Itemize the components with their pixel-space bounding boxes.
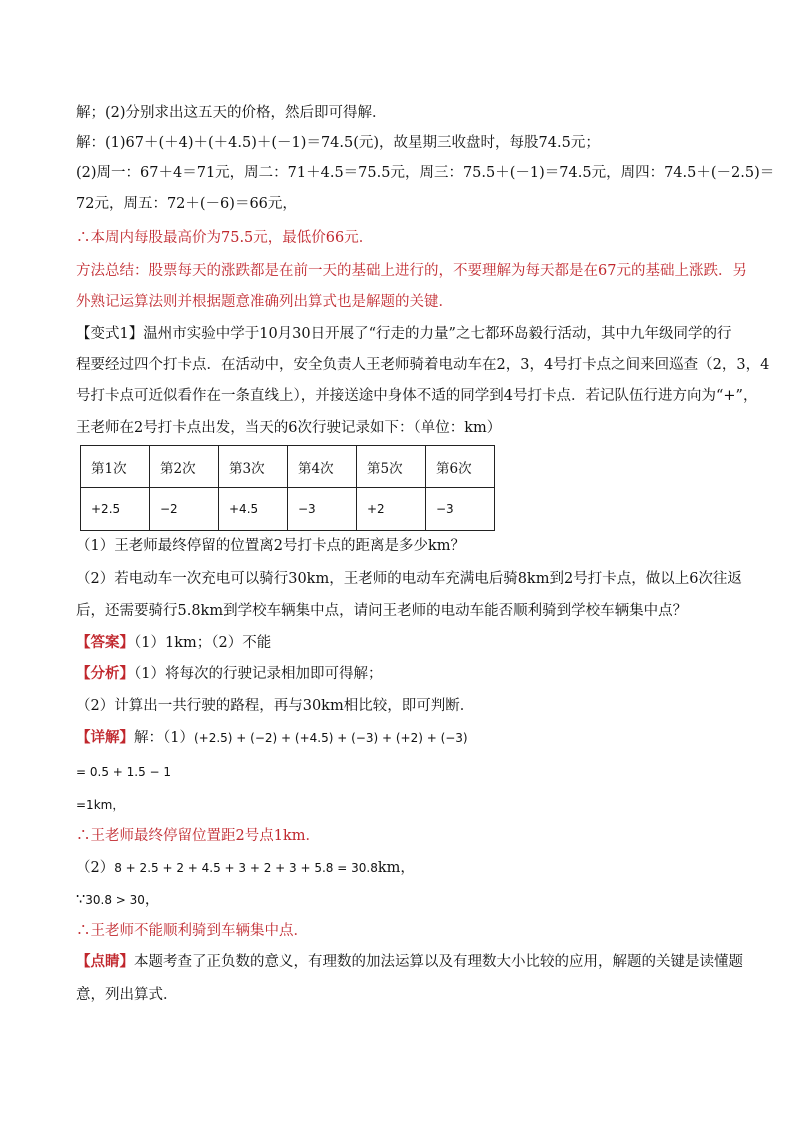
comment-tag: 【点睛】 bbox=[76, 953, 134, 970]
variant-line-2: 程要经过四个打卡点．在活动中，安全负责人王老师骑着电动车在2，3，4号打卡点之间来回巡查（2，3，4 bbox=[76, 357, 770, 373]
solution-conclusion: ∴本周内每股最高价为75.5元，最低价66元． bbox=[76, 230, 374, 246]
variant-line-1 bbox=[76, 324, 732, 344]
analysis-line-1 bbox=[76, 664, 726, 684]
detail-expression-4: 8 + 2.5 + 2 + 4.5 + 3 + 2 + 3 + 5.8 = 30.8 bbox=[114, 861, 378, 875]
solution-line-2: (2)周一：67＋4＝71元，周二：71＋4.5＝75.5元，周三：75.5＋(－1)＝74.5元，周四：74.5＋(－2.5)＝ bbox=[76, 165, 775, 181]
solution-hint: 解；(2)分别求出这五天的价格，然后即可得解． bbox=[76, 105, 387, 121]
table-header-cell: 第3次 bbox=[219, 446, 288, 488]
question-2-line-1: （2）若电动车一次充电可以骑行30km，王老师的电动车充满电后骑8km到2号打卡点，做以上6次往返 bbox=[76, 571, 742, 587]
method-summary-2: 外熟记运算法则并根据题意准确列出算式也是解题的关键． bbox=[76, 294, 453, 310]
question-2-line-2: 后，还需要骑行5.8km到学校车辆集中点，请问王老师的电动车能否顺利骑到学校车辆集中点？ bbox=[76, 603, 688, 619]
table-cell: +4.5 bbox=[219, 488, 288, 531]
table-header-cell: 第6次 bbox=[426, 446, 495, 488]
table-cell: −3 bbox=[426, 488, 495, 531]
analysis-line-2: （2）计算出一共行驶的路程，再与30km相比较，即可判断． bbox=[76, 698, 475, 714]
detail-expression-3: =1km， bbox=[76, 798, 125, 812]
detail-tag: 【详解】 bbox=[76, 729, 134, 746]
comment-line-2: 意，列出算式． bbox=[76, 987, 178, 1003]
table-header-cell: 第1次 bbox=[81, 446, 150, 488]
detail-because bbox=[76, 890, 726, 910]
table-cell: +2 bbox=[357, 488, 426, 531]
analysis-tag: 【分析】 bbox=[76, 665, 134, 682]
driving-record-table bbox=[80, 445, 495, 531]
variant-tag: 【变式1】 bbox=[76, 326, 144, 342]
answer-tag: 【答案】 bbox=[76, 634, 134, 651]
method-summary-1: 方法总结：股票每天的涨跌都是在前一天的基础上进行的，不要理解为每天都是在67元的基础上涨跌．另 bbox=[76, 263, 747, 279]
table-header-cell: 第5次 bbox=[357, 446, 426, 488]
analysis-text-1: （1）将每次的行驶记录相加即可得解； bbox=[134, 666, 383, 682]
solution-line-1: 解：(1)67＋(＋4)＋(＋4.5)＋(－1)＝74.5(元)，故星期三收盘时，每股74.5元； bbox=[76, 135, 600, 151]
detail-expression-4-unit: km， bbox=[377, 860, 415, 876]
variant-text-1: 温州市实验中学于10月30日开展了“行走的力量”之七都环岛毅行活动，其中九年级同学的行 bbox=[143, 326, 732, 342]
detail-part2-label: （2） bbox=[76, 860, 115, 876]
table-cell: +2.5 bbox=[81, 488, 150, 531]
because-symbol: ∵ bbox=[76, 892, 86, 908]
variant-line-3: 号打卡点可近似看作在一条直线上），并接送途中身体不适的同学到4号打卡点．若记队伍行进方向为“+”， bbox=[76, 388, 758, 404]
answer-line bbox=[76, 633, 726, 653]
table-header-row bbox=[81, 446, 495, 488]
solution-line-3: 72元，周五：72＋(－6)＝66元， bbox=[76, 196, 297, 212]
answer-text: （1）1km；（2）不能 bbox=[134, 635, 272, 651]
table-cell: −3 bbox=[288, 488, 357, 531]
comment-text-1: 本题考查了正负数的意义，有理数的加法运算以及有理数大小比较的应用，解题的关键是读懂题 bbox=[134, 954, 743, 970]
table-cell: −2 bbox=[150, 488, 219, 531]
table-row bbox=[81, 488, 495, 531]
detail-expression-2: = 0.5 + 1.5 − 1 bbox=[76, 765, 172, 779]
detail-lead: 解：（1） bbox=[134, 730, 194, 746]
detail-line-1 bbox=[76, 728, 726, 748]
variant-line-4: 王老师在2号打卡点出发，当天的6次行驶记录如下：（单位：km） bbox=[76, 420, 502, 436]
detail-conclusion-1: ∴王老师最终停留位置距2号点1km． bbox=[76, 828, 320, 844]
table-header-cell: 第4次 bbox=[288, 446, 357, 488]
detail-expression-1: (+2.5) + (−2) + (+4.5) + (−3) + (+2) + (−3) bbox=[193, 731, 468, 745]
comment-line-1 bbox=[76, 952, 743, 972]
detail-conclusion-2: ∴王老师不能顺利骑到车辆集中点． bbox=[76, 923, 308, 939]
detail-part-2 bbox=[76, 858, 726, 878]
detail-expression-5-tail: ， bbox=[144, 892, 160, 908]
detail-expression-5: 30.8 > 30 bbox=[85, 893, 145, 907]
question-1: （1）王老师最终停留的位置离2号打卡点的距离是多少km？ bbox=[76, 538, 465, 554]
table-header-cell: 第2次 bbox=[150, 446, 219, 488]
